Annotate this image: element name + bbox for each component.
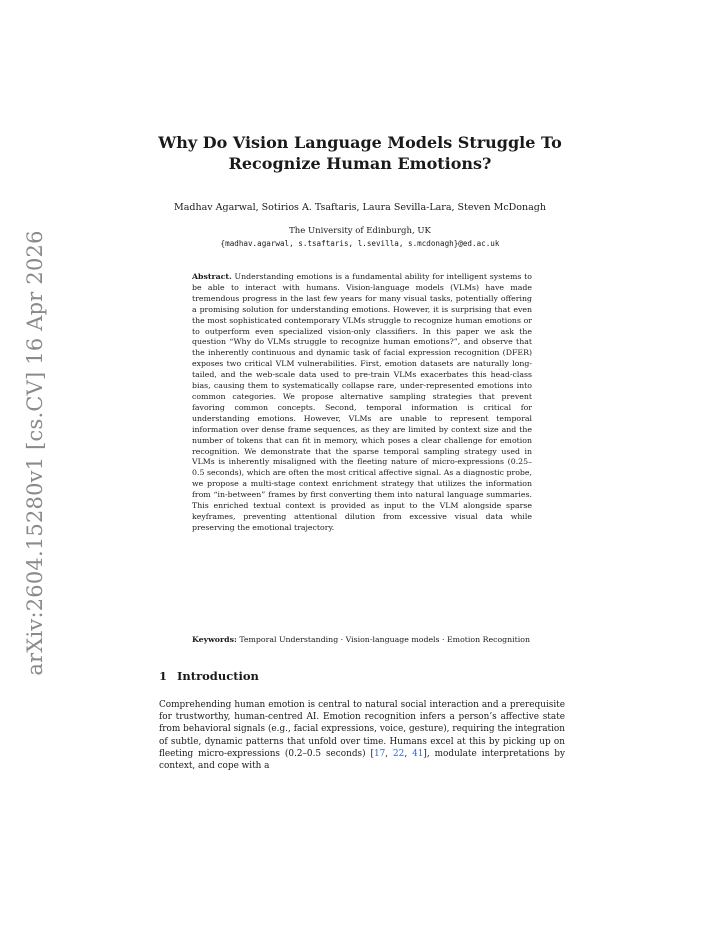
intro-text-before: Comprehending human emotion is central to natural social interaction and a prerequisite for trustworthy, human-centred AI. Emotion recognition infers a person’s affective state from behavioral signals (e.g., facial expressions, voice, gesture), requiring the integration of subtle, dynamic patterns that unfold over time. Humans excel at this by picking up on fleeting micro-expressions (0.2–0.5 seconds) [: [159, 700, 565, 759]
keywords: [192, 635, 532, 646]
introduction-paragraph: Comprehending human emotion is central to natural social interaction and a prerequisite for trustworthy, human-centred AI. Emotion recognition infers a person’s affective state from behavioral signals (e.g., facial expressions, voice, gesture), requiring the integration of subtle, dynamic patterns that unfold over time. Humans excel at this by picking up on fleeting micro-expressions (0.2–0.5 seconds) [17, 22, 41], modulate interpretations by context, and cope with a: [159, 700, 565, 772]
keywords-label: Keywords:: [192, 635, 237, 644]
section-title: Introduction: [177, 669, 259, 683]
keywords-text: Temporal Understanding · Vision-language models · Emotion Recognition: [239, 635, 530, 644]
intro-text-after: ], modulate interpretations by context, and cope with a: [159, 748, 565, 772]
citation-link[interactable]: 17: [373, 748, 386, 759]
citation-link[interactable]: 22: [393, 748, 405, 759]
abstract: [192, 272, 532, 534]
paper-title: Why Do Vision Language Models Struggle To Recognize Human Emotions?: [158, 133, 562, 173]
author-emails: {madhav.agarwal, s.tsaftaris, l.sevilla, s.mcdonagh}@ed.ac.uk: [220, 239, 500, 248]
citation-link[interactable]: 41: [412, 748, 424, 759]
abstract-label: Abstract.: [192, 272, 232, 281]
arxiv-sidebar: [20, 229, 50, 676]
section-heading-introduction: [159, 669, 259, 683]
section-number: 1: [159, 669, 168, 683]
abstract-text: Understanding emotions is a fundamental ability for intelligent systems to be able to interact with humans. Vision-language models (VLMs) have made tremendous progress in the last few years for many visual tasks, potentially offering a promising solution for understanding emotions. However, it is surprising that even the most sophisticated contemporary VLMs struggle to recognize human emotions or to outperform even specialized vision-only classifiers. In this paper we ask the question “Why do VLMs struggle to recognize human emotions?”, and observe that the inherently continuous and dynamic task of facial expression recognition (DFER) exposes two critical VLM vulnerabilities. First, emotion datasets are naturally long-tailed, and the web-scale data used to pre-train VLMs exacerbates this head-class bias, causing them to systematically collapse rare, under-represented emotions into common categories. We propose alternative sampling strategies that prevent favoring common concepts. Second, temporal information is critical for understanding emotions. However, VLMs are unable to represent temporal information over dense frame sequences, as they are limited by context size and the number of tokens that can fit in memory, which poses a clear challenge for emotion recognition. We demonstrate that the sparse temporal sampling strategy used in VLMs is inherently misaligned with the fleeting nature of micro-expressions (0.25–0.5 seconds), which are often the most critical affective signal. As a diagnostic probe, we propose a multi-stage context enrichment strategy that utilizes the information from “in-between” frames by first converting them into natural language summaries. This enriched textual context is provided as input to the VLM alongside sparse keyframes, preventing attentional dilution from excessive visual data while preserving the emotional trajectory.: [192, 272, 532, 532]
author-list: Madhav Agarwal, Sotirios A. Tsaftaris, Laura Sevilla-Lara, Steven McDonagh: [174, 202, 546, 213]
arxiv-identifier: arXiv:2604.15280v1 [cs.CV] 16 Apr 2026: [23, 229, 47, 676]
affiliation: The University of Edinburgh, UK: [289, 226, 431, 236]
